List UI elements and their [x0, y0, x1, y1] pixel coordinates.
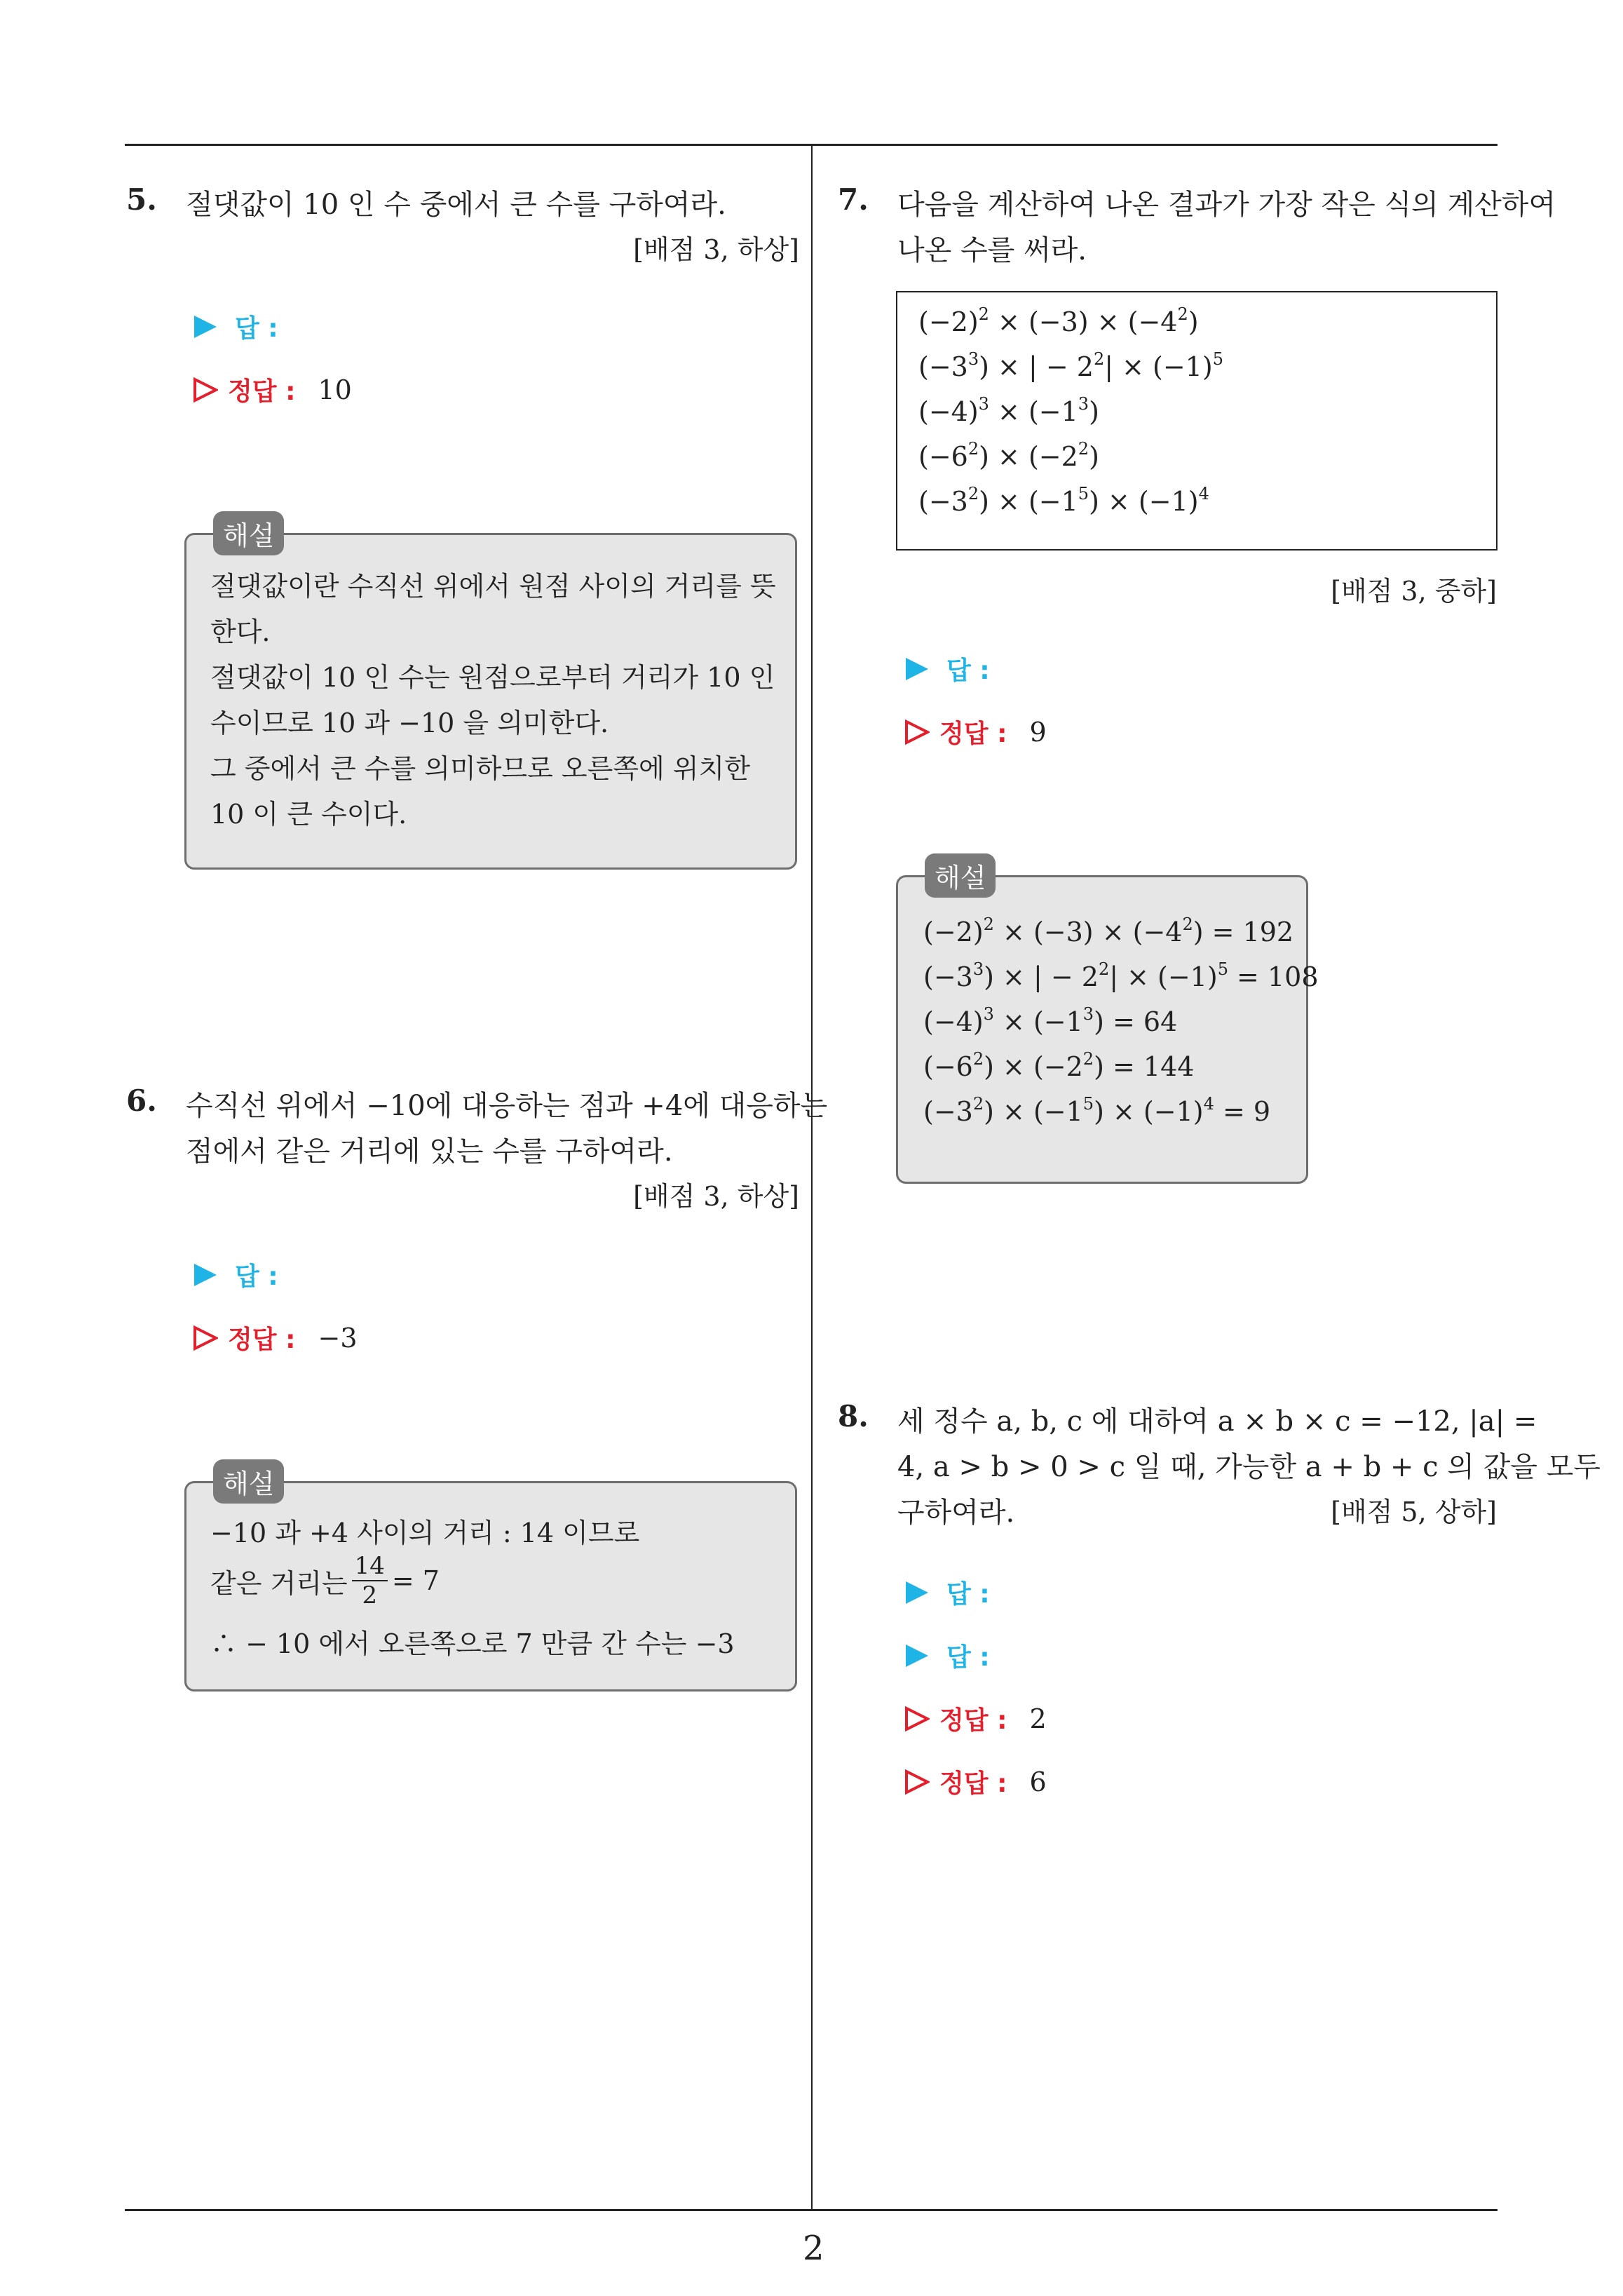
correct-answer-label: 정답 :	[228, 1325, 296, 1354]
outline-triangle-icon	[904, 720, 930, 745]
outline-triangle-icon	[904, 1706, 930, 1731]
play-triangle-icon	[904, 1643, 930, 1668]
problem-text-line: 세 정수 a, b, c 에 대하여 a × b × c = −12, |a| =	[897, 1405, 1537, 1438]
problem-text-line: 4, a > b > 0 > c 일 때, 가능한 a + b + c 의 값을 모두	[897, 1451, 1601, 1483]
explanation-tag: 해설	[213, 1459, 284, 1504]
play-triangle-icon	[193, 314, 218, 339]
explanation-line: $(-2)^2 \times (-3) \times (-4^2) = 192$	[923, 914, 1294, 947]
outline-triangle-icon	[193, 1325, 218, 1351]
explanation-line: 10 이 큰 수이다.	[210, 799, 407, 830]
bottom-rule	[125, 2209, 1498, 2211]
outline-triangle-icon	[193, 377, 218, 403]
play-triangle-icon	[193, 1262, 218, 1288]
score-label: [배점 3, 하상]	[633, 234, 799, 265]
explanation-line: $(-3^3)$ × | − $2^2| \times (-1)^5 = 108$	[923, 959, 1319, 992]
play-triangle-icon	[904, 1580, 930, 1605]
explanation-line: 절댓값이란 수직선 위에서 원점 사이의 거리를 뜻	[210, 571, 776, 602]
problem-text-line: 수직선 위에서 −10에 대응하는 점과 +4에 대응하는	[186, 1090, 828, 1122]
problem-text-line: 절댓값이 10 인 수 중에서 큰 수를 구하여라.	[186, 189, 726, 221]
answer-row	[904, 1574, 990, 1610]
correct-answer-value: 2	[1029, 1703, 1047, 1734]
answer-label: 답 :	[235, 314, 278, 343]
problem-number: 5.	[126, 182, 157, 217]
correct-answer-label: 정답 :	[939, 720, 1007, 748]
explanation-text: = 7	[391, 1565, 440, 1596]
expression-box	[896, 291, 1498, 551]
expression-line: $(-2)^2 \times (-3) \times (-4^2)$	[918, 304, 1199, 337]
correct-answer-row	[193, 372, 352, 407]
explanation-line: 한다.	[210, 616, 271, 647]
correct-answer-value: 10	[318, 374, 352, 405]
correct-answer-label: 정답 :	[228, 377, 296, 406]
explanation-box	[184, 1468, 797, 1691]
expression-line: $(-4)^3 \times (-1^3)$	[918, 394, 1099, 427]
correct-answer-row	[904, 1701, 1047, 1736]
fraction-denominator: 2	[362, 1581, 378, 1609]
score-label: [배점 3, 중하]	[1331, 576, 1497, 607]
problem-text-line: 점에서 같은 거리에 있는 수를 구하여라.	[186, 1135, 673, 1168]
answer-label: 답 :	[946, 656, 990, 685]
problem-text-line: 다음을 계산하여 나온 결과가 가장 작은 식의 계산하여	[897, 189, 1556, 221]
problem-text-line: 구하여라.	[897, 1497, 1015, 1529]
column-divider	[811, 144, 813, 2210]
expression-line: $(-3^2) \times (-1^5) \times (-1)^4$	[918, 484, 1209, 517]
explanation-tag: 해설	[925, 853, 996, 898]
answer-row	[904, 651, 990, 687]
answer-row	[904, 1637, 990, 1673]
answer-row	[193, 309, 278, 344]
problem-text-line: 나온 수를 써라.	[897, 234, 1087, 266]
problem-number: 6.	[126, 1083, 157, 1118]
fraction-numerator: 14	[352, 1552, 388, 1581]
correct-answer-value: 6	[1029, 1766, 1047, 1797]
expression-line: $(-3^3)$ × | − $2^2| \times (-1)^5$	[918, 349, 1223, 382]
answer-row	[193, 1257, 278, 1292]
explanation-line: 수이므로 10 과 −10 을 의미한다.	[210, 708, 609, 738]
page-number: 2	[803, 2229, 824, 2268]
fraction	[352, 1552, 388, 1609]
correct-answer-value: −3	[318, 1322, 358, 1353]
explanation-fraction-line	[210, 1552, 440, 1609]
score-label: [배점 3, 하상]	[633, 1181, 799, 1212]
explanation-box	[896, 863, 1319, 1184]
explanation-line: $(-4)^3 \times (-1^3) = 64$	[923, 1004, 1178, 1037]
explanation-line: $(-3^2) \times (-1^5) \times (-1)^4 = 9$	[923, 1094, 1271, 1127]
play-triangle-icon	[904, 656, 930, 682]
correct-answer-row	[193, 1320, 358, 1356]
correct-answer-row	[904, 714, 1047, 750]
problem-number: 7.	[838, 182, 869, 217]
explanation-line: $(-6^2) \times (-2^2) = 144$	[923, 1049, 1195, 1082]
score-label: [배점 5, 상하]	[1331, 1497, 1497, 1527]
answer-label: 답 :	[946, 1643, 990, 1672]
explanation-line: 절댓값이 10 인 수는 원점으로부터 거리가 10 인	[210, 662, 775, 693]
explanation-line: −10 과 +4 사이의 거리 : 14 이므로	[210, 1518, 640, 1548]
explanation-text: 같은 거리는	[210, 1567, 348, 1599]
correct-answer-row	[904, 1764, 1047, 1799]
correct-answer-label: 정답 :	[939, 1769, 1007, 1798]
outline-triangle-icon	[904, 1769, 930, 1795]
explanation-tag: 해설	[213, 511, 284, 555]
correct-answer-value: 9	[1029, 716, 1047, 748]
correct-answer-label: 정답 :	[939, 1706, 1007, 1735]
expression-line: $(-6^2) \times (-2^2)$	[918, 439, 1099, 472]
answer-label: 답 :	[235, 1262, 278, 1291]
answer-label: 답 :	[946, 1580, 990, 1609]
explanation-line: ∴ − 10 에서 오른쪽으로 7 만큼 간 수는 −3	[210, 1628, 735, 1659]
explanation-line: 그 중에서 큰 수를 의미하므로 오른쪽에 위치한	[210, 753, 750, 784]
explanation-box	[184, 520, 797, 870]
problem-number: 8.	[838, 1399, 869, 1433]
